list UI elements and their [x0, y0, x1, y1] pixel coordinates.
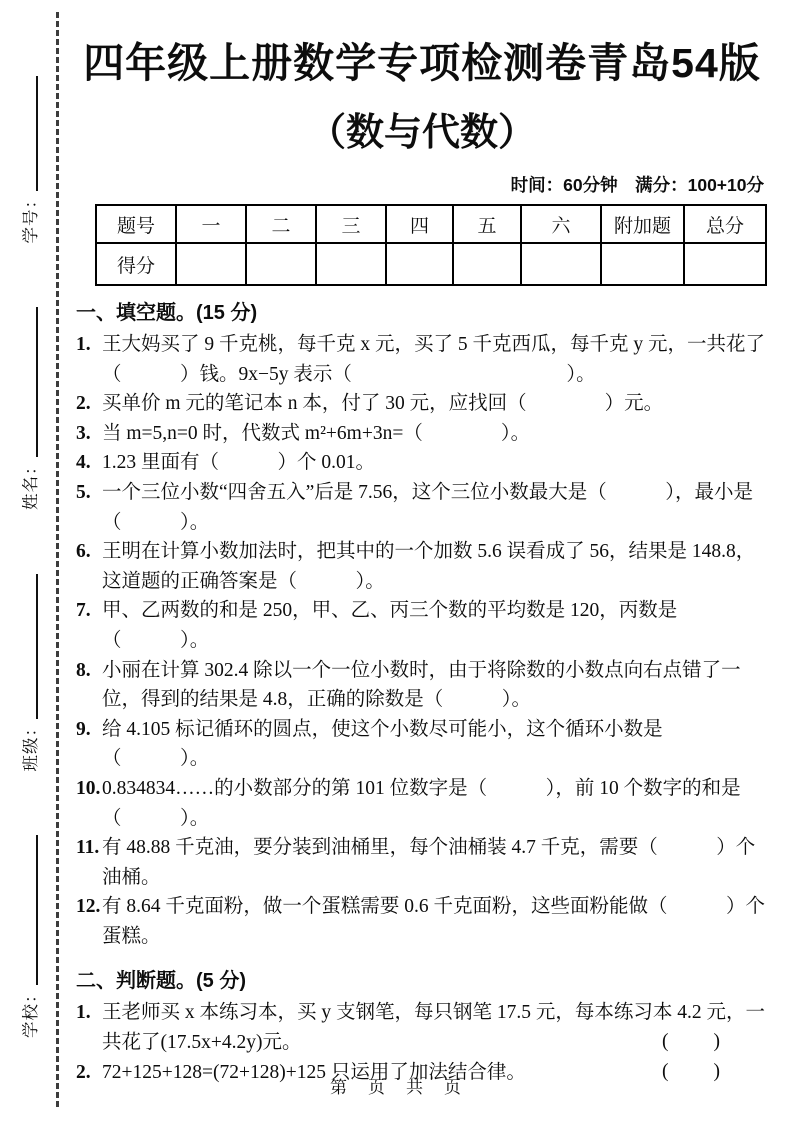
question-item: [76, 774, 768, 833]
question-number: 10.: [76, 777, 101, 799]
question-number: 12.: [76, 896, 101, 918]
question-text: 王大妈买了 9 千克桃，每千克 x 元，买了 5 千克西瓜，每千克 y 元，一共花了（ ）钱。9x−5y 表示（ ）。: [102, 334, 766, 385]
score-table-header-row: [96, 205, 766, 243]
question-text: 给 4.105 标记循环的圆点，使这个小数尽可能小，这个循环小数是（ ）。: [102, 718, 663, 770]
question-text: 甲、乙两数的和是 250，甲、乙、丙三个数的平均数是 120，丙数是（ ）。: [102, 600, 678, 651]
question-number: 7.: [76, 600, 91, 622]
question-item: [76, 419, 768, 449]
seal-field-class: [17, 574, 41, 772]
score-header-cell: 三: [316, 205, 386, 243]
question-text: 王老师买 x 本练习本，买 y 支钢笔，每只钢笔 17.5 元，每本练习本 4.2 元，一共花了(17.5x+4.2y)元。: [102, 1002, 766, 1054]
question-text: 1.23 里面有（ ）个 0.01。: [102, 452, 376, 474]
question-text: 当 m=5,n=0 时，代数式 m²+6m+3n=（ ）。: [102, 422, 531, 444]
question-item: [76, 478, 768, 537]
page-title: 四年级上册数学专项检测卷青岛54版: [83, 40, 761, 86]
section-2-title: 二、判断题。(5 分): [76, 970, 246, 993]
exam-time-score-info: 时间：60分钟 满分：100+10分: [510, 175, 764, 195]
score-header-cell: 四: [386, 205, 453, 243]
page-footer: 第 页 共 页: [330, 1078, 463, 1097]
question-text: 72+125+128=(72+128)+125 只运用了加法结合律。: [102, 1061, 526, 1083]
question-item: [76, 656, 768, 715]
judgement-answer-blank: ( ): [662, 1060, 722, 1082]
score-cell: [453, 243, 521, 285]
question-text: 0.834834……的小数部分的第 101 位数字是（ ），前 10 个数字的和是（ ）。: [102, 777, 741, 829]
seal-info-strip: [2, 58, 56, 1038]
question-number: 2.: [76, 1061, 91, 1083]
question-number: 6.: [76, 541, 91, 563]
seal-field-student-number: [17, 76, 41, 244]
score-header-cell: 附加题: [601, 205, 684, 243]
school-label: 学校：: [21, 985, 40, 1038]
school-blank-line: [20, 836, 38, 986]
student-number-label: 学号：: [21, 191, 40, 244]
question-number: 11.: [76, 837, 100, 859]
question-item: [76, 389, 768, 419]
score-cell: [521, 243, 601, 285]
score-header-cell: 题号: [96, 205, 176, 243]
score-header-cell: 二: [246, 205, 316, 243]
question-text: 有 48.88 千克油，要分装到油桶里，每个油桶装 4.7 千克，需要（ ）个油桶。: [102, 837, 756, 888]
score-header-cell: 总分: [684, 205, 766, 243]
question-item: [76, 833, 768, 892]
score-cell: [386, 243, 453, 285]
question-number: 4.: [76, 452, 91, 474]
score-cell: [176, 243, 246, 285]
question-item: [76, 330, 768, 389]
question-number: 2.: [76, 393, 91, 415]
question-number: 1.: [76, 334, 91, 355]
exam-content: [76, 0, 768, 1087]
question-item: [76, 537, 768, 596]
question-item: [76, 892, 768, 951]
score-header-cell: 六: [521, 205, 601, 243]
question-text: 一个三位小数“四舍五入”后是 7.56，这个三位小数最大是（ ），最小是（ ）。: [102, 481, 754, 533]
question-text: 买单价 m 元的笔记本 n 本，付了 30 元，应找回（ ）元。: [102, 393, 664, 415]
question-text: 王明在计算小数加法时，把其中的一个加数 5.6 误看成了 56，结果是 148.8，这道题的正确答案是（ ）。: [102, 541, 756, 592]
class-label: 班级：: [21, 719, 40, 772]
seal-field-school: [17, 836, 41, 1039]
question-item: [76, 448, 768, 478]
question-item: [76, 715, 768, 774]
student-number-blank-line: [20, 76, 38, 191]
question-text: 小丽在计算 302.4 除以一个一位小数时，由于将除数的小数点向右点错了一位，得到的结果是 4.8，正确的除数是（ ）。: [102, 659, 741, 711]
class-blank-line: [20, 574, 38, 719]
section-1-title: 一、填空题。(15 分): [76, 302, 258, 324]
name-label: 姓名：: [21, 457, 40, 510]
score-row-label: 得分: [96, 243, 176, 285]
question-item: [76, 596, 768, 655]
question-number: 3.: [76, 422, 91, 444]
question-item: [76, 998, 768, 1057]
score-header-cell: 一: [176, 205, 246, 243]
score-cell: [601, 243, 684, 285]
judgement-answer-blank: ( ): [662, 1031, 722, 1053]
question-number: 9.: [76, 718, 91, 740]
question-number: 1.: [76, 1002, 91, 1024]
question-number: 5.: [76, 481, 91, 503]
score-table-score-row: [96, 243, 766, 285]
question-number: 8.: [76, 659, 91, 681]
score-header-cell: 五: [453, 205, 521, 243]
score-cell: [246, 243, 316, 285]
score-table: [95, 204, 767, 286]
score-cell: [684, 243, 766, 285]
name-blank-line: [20, 308, 38, 458]
score-cell: [316, 243, 386, 285]
page-subtitle: （数与代数）: [307, 112, 536, 154]
question-text: 有 8.64 千克面粉，做一个蛋糕需要 0.6 千克面粉，这些面粉能做（ ）个蛋糕。: [102, 896, 766, 947]
seal-field-name: [17, 308, 41, 511]
seal-dashed-line: [56, 12, 59, 1107]
